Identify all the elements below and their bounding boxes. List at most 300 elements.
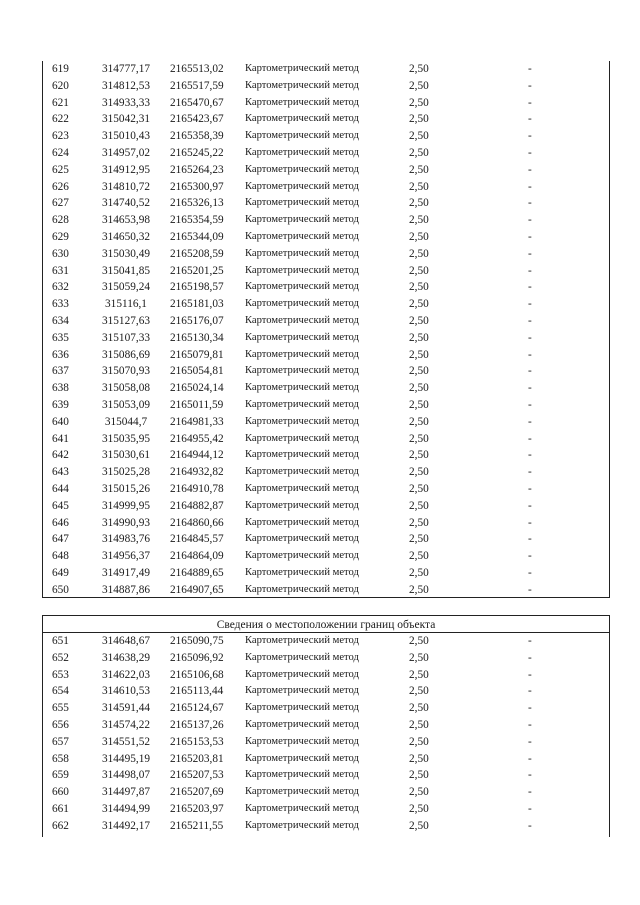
table-row bbox=[43, 195, 609, 212]
x-coordinate: 315030,49 bbox=[101, 247, 150, 260]
point-number: 655 bbox=[52, 702, 69, 715]
point-number: 653 bbox=[52, 668, 69, 681]
x-coordinate: 315053,09 bbox=[101, 398, 150, 411]
precision-value: 2,50 bbox=[409, 499, 429, 512]
table-row bbox=[43, 397, 609, 414]
table-row bbox=[43, 145, 609, 162]
y-coordinate: 2164910,78 bbox=[170, 482, 224, 495]
x-coordinate: 315107,33 bbox=[101, 331, 150, 344]
y-coordinate: 2165207,69 bbox=[170, 786, 224, 799]
x-coordinate: 314990,93 bbox=[101, 516, 150, 529]
precision-value: 2,50 bbox=[409, 466, 429, 479]
method-label: Картометрический метод bbox=[245, 786, 359, 798]
x-coordinate: 314917,49 bbox=[101, 566, 150, 579]
x-coordinate: 314933,33 bbox=[101, 96, 150, 109]
table-row bbox=[43, 565, 609, 582]
point-number: 632 bbox=[52, 281, 69, 294]
note-value: - bbox=[528, 769, 532, 782]
y-coordinate: 2165011,59 bbox=[170, 398, 224, 411]
method-label: Картометрический метод bbox=[245, 264, 359, 276]
x-coordinate: 314983,76 bbox=[101, 533, 150, 546]
table-row bbox=[43, 78, 609, 95]
x-coordinate: 315041,85 bbox=[101, 264, 150, 277]
precision-value: 2,50 bbox=[409, 819, 429, 832]
point-number: 661 bbox=[52, 802, 69, 815]
point-number: 620 bbox=[52, 79, 69, 92]
x-coordinate: 314574,22 bbox=[101, 718, 150, 731]
method-label: Картометрический метод bbox=[245, 247, 359, 259]
point-number: 634 bbox=[52, 314, 69, 327]
note-value: - bbox=[528, 197, 532, 210]
table-row bbox=[43, 363, 609, 380]
x-coordinate: 314777,17 bbox=[101, 63, 150, 75]
table-row bbox=[43, 582, 609, 599]
table-row bbox=[43, 751, 609, 768]
y-coordinate: 2164889,65 bbox=[170, 566, 224, 579]
y-coordinate: 2164932,82 bbox=[170, 466, 224, 479]
x-coordinate: 314653,98 bbox=[101, 214, 150, 227]
point-number: 645 bbox=[52, 499, 69, 512]
table-body bbox=[43, 61, 609, 599]
precision-value: 2,50 bbox=[409, 651, 429, 664]
table-row bbox=[43, 700, 609, 717]
x-coordinate: 314957,02 bbox=[101, 146, 150, 159]
x-coordinate: 315086,69 bbox=[101, 348, 150, 361]
method-label: Картометрический метод bbox=[245, 668, 359, 680]
point-number: 659 bbox=[52, 769, 69, 782]
point-number: 656 bbox=[52, 718, 69, 731]
method-label: Картометрический метод bbox=[245, 735, 359, 747]
method-label: Картометрический метод bbox=[245, 214, 359, 226]
precision-value: 2,50 bbox=[409, 331, 429, 344]
precision-value: 2,50 bbox=[409, 415, 429, 428]
note-value: - bbox=[528, 668, 532, 681]
point-number: 651 bbox=[52, 635, 69, 647]
method-label: Картометрический метод bbox=[245, 685, 359, 697]
table-row bbox=[43, 548, 609, 565]
precision-value: 2,50 bbox=[409, 298, 429, 311]
x-coordinate: 314956,37 bbox=[101, 550, 150, 563]
method-label: Картометрический метод bbox=[245, 281, 359, 293]
note-value: - bbox=[528, 214, 532, 227]
note-value: - bbox=[528, 348, 532, 361]
y-coordinate: 2165153,53 bbox=[170, 735, 224, 748]
precision-value: 2,50 bbox=[409, 702, 429, 715]
precision-value: 2,50 bbox=[409, 180, 429, 193]
table-row bbox=[43, 447, 609, 464]
x-coordinate: 315010,43 bbox=[101, 130, 150, 143]
precision-value: 2,50 bbox=[409, 214, 429, 227]
y-coordinate: 2164845,57 bbox=[170, 533, 224, 546]
table-row bbox=[43, 212, 609, 229]
table-row bbox=[43, 531, 609, 548]
note-value: - bbox=[528, 79, 532, 92]
method-label: Картометрический метод bbox=[245, 398, 359, 410]
note-value: - bbox=[528, 230, 532, 243]
x-coordinate: 315015,26 bbox=[101, 482, 150, 495]
x-coordinate: 315070,93 bbox=[101, 365, 150, 378]
note-value: - bbox=[528, 365, 532, 378]
precision-value: 2,50 bbox=[409, 635, 429, 647]
table-row bbox=[43, 667, 609, 684]
method-label: Картометрический метод bbox=[245, 163, 359, 175]
point-number: 619 bbox=[52, 63, 69, 75]
precision-value: 2,50 bbox=[409, 566, 429, 579]
y-coordinate: 2165201,25 bbox=[170, 264, 224, 277]
x-coordinate: 314497,87 bbox=[101, 786, 150, 799]
table-row bbox=[43, 380, 609, 397]
table-row bbox=[43, 347, 609, 364]
method-label: Картометрический метод bbox=[245, 718, 359, 730]
point-number: 624 bbox=[52, 146, 69, 159]
x-coordinate: 314812,53 bbox=[101, 79, 150, 92]
point-number: 635 bbox=[52, 331, 69, 344]
table-row bbox=[43, 481, 609, 498]
point-number: 657 bbox=[52, 735, 69, 748]
x-coordinate: 315025,28 bbox=[101, 466, 150, 479]
note-value: - bbox=[528, 63, 532, 75]
method-label: Картометрический метод bbox=[245, 752, 359, 764]
precision-value: 2,50 bbox=[409, 79, 429, 92]
y-coordinate: 2165517,59 bbox=[170, 79, 224, 92]
table-body bbox=[43, 633, 609, 835]
note-value: - bbox=[528, 247, 532, 260]
precision-value: 2,50 bbox=[409, 668, 429, 681]
y-coordinate: 2164864,09 bbox=[170, 550, 224, 563]
x-coordinate: 314494,99 bbox=[101, 802, 150, 815]
x-coordinate: 315116,1 bbox=[105, 298, 147, 311]
y-coordinate: 2165079,81 bbox=[170, 348, 224, 361]
table-row bbox=[43, 95, 609, 112]
note-value: - bbox=[528, 635, 532, 647]
point-number: 629 bbox=[52, 230, 69, 243]
x-coordinate: 314498,07 bbox=[101, 769, 150, 782]
method-label: Картометрический метод bbox=[245, 331, 359, 343]
point-number: 644 bbox=[52, 482, 69, 495]
y-coordinate: 2165090,75 bbox=[170, 635, 224, 647]
precision-value: 2,50 bbox=[409, 247, 429, 260]
note-value: - bbox=[528, 583, 532, 596]
table-row bbox=[43, 111, 609, 128]
method-label: Картометрический метод bbox=[245, 550, 359, 562]
table-row bbox=[43, 464, 609, 481]
point-number: 646 bbox=[52, 516, 69, 529]
note-value: - bbox=[528, 752, 532, 765]
precision-value: 2,50 bbox=[409, 685, 429, 698]
table-row bbox=[43, 734, 609, 751]
point-number: 658 bbox=[52, 752, 69, 765]
table-row bbox=[43, 229, 609, 246]
note-value: - bbox=[528, 550, 532, 563]
y-coordinate: 2165207,53 bbox=[170, 769, 224, 782]
x-coordinate: 314591,44 bbox=[101, 702, 150, 715]
note-value: - bbox=[528, 802, 532, 815]
point-number: 637 bbox=[52, 365, 69, 378]
y-coordinate: 2165137,26 bbox=[170, 718, 224, 731]
precision-value: 2,50 bbox=[409, 398, 429, 411]
method-label: Картометрический метод bbox=[245, 819, 359, 831]
x-coordinate: 314648,67 bbox=[101, 635, 150, 647]
precision-value: 2,50 bbox=[409, 735, 429, 748]
point-number: 623 bbox=[52, 130, 69, 143]
precision-value: 2,50 bbox=[409, 63, 429, 75]
precision-value: 2,50 bbox=[409, 230, 429, 243]
precision-value: 2,50 bbox=[409, 348, 429, 361]
x-coordinate: 315059,24 bbox=[101, 281, 150, 294]
table-row bbox=[43, 128, 609, 145]
x-coordinate: 314740,52 bbox=[101, 197, 150, 210]
note-value: - bbox=[528, 533, 532, 546]
precision-value: 2,50 bbox=[409, 382, 429, 395]
method-label: Картометрический метод bbox=[245, 348, 359, 360]
precision-value: 2,50 bbox=[409, 516, 429, 529]
method-label: Картометрический метод bbox=[245, 516, 359, 528]
note-value: - bbox=[528, 499, 532, 512]
precision-value: 2,50 bbox=[409, 583, 429, 596]
point-number: 627 bbox=[52, 197, 69, 210]
note-value: - bbox=[528, 314, 532, 327]
x-coordinate: 314610,53 bbox=[101, 685, 150, 698]
note-value: - bbox=[528, 466, 532, 479]
note-value: - bbox=[528, 281, 532, 294]
table-row bbox=[43, 313, 609, 330]
y-coordinate: 2164981,33 bbox=[170, 415, 224, 428]
point-number: 622 bbox=[52, 113, 69, 126]
y-coordinate: 2165198,57 bbox=[170, 281, 224, 294]
note-value: - bbox=[528, 415, 532, 428]
method-label: Картометрический метод bbox=[245, 583, 359, 595]
table-row bbox=[43, 179, 609, 196]
y-coordinate: 2165208,59 bbox=[170, 247, 224, 260]
table-row bbox=[43, 61, 609, 78]
method-label: Картометрический метод bbox=[245, 415, 359, 427]
x-coordinate: 314551,52 bbox=[101, 735, 150, 748]
point-number: 642 bbox=[52, 449, 69, 462]
note-value: - bbox=[528, 264, 532, 277]
point-number: 628 bbox=[52, 214, 69, 227]
precision-value: 2,50 bbox=[409, 113, 429, 126]
point-number: 654 bbox=[52, 685, 69, 698]
note-value: - bbox=[528, 449, 532, 462]
y-coordinate: 2165181,03 bbox=[170, 298, 224, 311]
note-value: - bbox=[528, 735, 532, 748]
note-value: - bbox=[528, 432, 532, 445]
table-row bbox=[43, 498, 609, 515]
coordinates-table-bottom bbox=[42, 615, 610, 837]
x-coordinate: 314810,72 bbox=[101, 180, 150, 193]
method-label: Картометрический метод bbox=[245, 449, 359, 461]
method-label: Картометрический метод bbox=[245, 96, 359, 108]
x-coordinate: 315058,08 bbox=[101, 382, 150, 395]
note-value: - bbox=[528, 786, 532, 799]
point-number: 633 bbox=[52, 298, 69, 311]
table-row bbox=[43, 683, 609, 700]
precision-value: 2,50 bbox=[409, 281, 429, 294]
y-coordinate: 2165113,44 bbox=[170, 685, 224, 698]
y-coordinate: 2165203,81 bbox=[170, 752, 224, 765]
precision-value: 2,50 bbox=[409, 264, 429, 277]
y-coordinate: 2165211,55 bbox=[170, 819, 224, 832]
note-value: - bbox=[528, 113, 532, 126]
point-number: 631 bbox=[52, 264, 69, 277]
precision-value: 2,50 bbox=[409, 550, 429, 563]
method-label: Картометрический метод bbox=[245, 702, 359, 714]
precision-value: 2,50 bbox=[409, 96, 429, 109]
note-value: - bbox=[528, 819, 532, 832]
note-value: - bbox=[528, 130, 532, 143]
y-coordinate: 2164907,65 bbox=[170, 583, 224, 596]
table-row bbox=[43, 767, 609, 784]
point-number: 643 bbox=[52, 466, 69, 479]
note-value: - bbox=[528, 180, 532, 193]
note-value: - bbox=[528, 382, 532, 395]
x-coordinate: 314999,95 bbox=[101, 499, 150, 512]
method-label: Картометрический метод bbox=[245, 365, 359, 377]
table-row bbox=[43, 717, 609, 734]
precision-value: 2,50 bbox=[409, 130, 429, 143]
precision-value: 2,50 bbox=[409, 146, 429, 159]
precision-value: 2,50 bbox=[409, 802, 429, 815]
y-coordinate: 2165423,67 bbox=[170, 113, 224, 126]
point-number: 636 bbox=[52, 348, 69, 361]
x-coordinate: 314492,17 bbox=[101, 819, 150, 832]
precision-value: 2,50 bbox=[409, 786, 429, 799]
method-label: Картометрический метод bbox=[245, 651, 359, 663]
point-number: 626 bbox=[52, 180, 69, 193]
note-value: - bbox=[528, 163, 532, 176]
precision-value: 2,50 bbox=[409, 197, 429, 210]
method-label: Картометрический метод bbox=[245, 314, 359, 326]
note-value: - bbox=[528, 331, 532, 344]
y-coordinate: 2165513,02 bbox=[170, 63, 224, 75]
method-label: Картометрический метод bbox=[245, 298, 359, 310]
note-value: - bbox=[528, 96, 532, 109]
table-row bbox=[43, 279, 609, 296]
point-number: 650 bbox=[52, 583, 69, 596]
method-label: Картометрический метод bbox=[245, 197, 359, 209]
y-coordinate: 2164955,42 bbox=[170, 432, 224, 445]
note-value: - bbox=[528, 685, 532, 698]
method-label: Картометрический метод bbox=[245, 230, 359, 242]
y-coordinate: 2165124,67 bbox=[170, 702, 224, 715]
precision-value: 2,50 bbox=[409, 449, 429, 462]
point-number: 639 bbox=[52, 398, 69, 411]
note-value: - bbox=[528, 398, 532, 411]
point-number: 662 bbox=[52, 819, 69, 832]
method-label: Картометрический метод bbox=[245, 130, 359, 142]
y-coordinate: 2165106,68 bbox=[170, 668, 224, 681]
precision-value: 2,50 bbox=[409, 533, 429, 546]
note-value: - bbox=[528, 718, 532, 731]
note-value: - bbox=[528, 651, 532, 664]
method-label: Картометрический метод bbox=[245, 146, 359, 158]
method-label: Картометрический метод bbox=[245, 802, 359, 814]
point-number: 638 bbox=[52, 382, 69, 395]
point-number: 641 bbox=[52, 432, 69, 445]
x-coordinate: 314912,95 bbox=[101, 163, 150, 176]
table-row bbox=[43, 414, 609, 431]
note-value: - bbox=[528, 298, 532, 311]
precision-value: 2,50 bbox=[409, 718, 429, 731]
note-value: - bbox=[528, 702, 532, 715]
y-coordinate: 2164944,12 bbox=[170, 449, 224, 462]
point-number: 652 bbox=[52, 651, 69, 664]
table-row bbox=[43, 818, 609, 835]
precision-value: 2,50 bbox=[409, 769, 429, 782]
point-number: 660 bbox=[52, 786, 69, 799]
y-coordinate: 2165264,23 bbox=[170, 163, 224, 176]
method-label: Картометрический метод bbox=[245, 79, 359, 91]
table-row bbox=[43, 633, 609, 650]
y-coordinate: 2164860,66 bbox=[170, 516, 224, 529]
y-coordinate: 2165245,22 bbox=[170, 146, 224, 159]
point-number: 621 bbox=[52, 96, 69, 109]
table-row bbox=[43, 784, 609, 801]
table-row bbox=[43, 162, 609, 179]
x-coordinate: 314887,86 bbox=[101, 583, 150, 596]
y-coordinate: 2165176,07 bbox=[170, 314, 224, 327]
coordinates-table-top bbox=[42, 61, 610, 598]
y-coordinate: 2165024,14 bbox=[170, 382, 224, 395]
x-coordinate: 315127,63 bbox=[101, 314, 150, 327]
method-label: Картометрический метод bbox=[245, 482, 359, 494]
method-label: Картометрический метод bbox=[245, 635, 359, 646]
point-number: 640 bbox=[52, 415, 69, 428]
method-label: Картометрический метод bbox=[245, 382, 359, 394]
x-coordinate: 315035,95 bbox=[101, 432, 150, 445]
y-coordinate: 2165054,81 bbox=[170, 365, 224, 378]
point-number: 630 bbox=[52, 247, 69, 260]
method-label: Картометрический метод bbox=[245, 180, 359, 192]
y-coordinate: 2165300,97 bbox=[170, 180, 224, 193]
table-row bbox=[43, 515, 609, 532]
point-number: 649 bbox=[52, 566, 69, 579]
method-label: Картометрический метод bbox=[245, 113, 359, 125]
note-value: - bbox=[528, 146, 532, 159]
point-number: 647 bbox=[52, 533, 69, 546]
note-value: - bbox=[528, 516, 532, 529]
table-row bbox=[43, 330, 609, 347]
y-coordinate: 2165326,13 bbox=[170, 197, 224, 210]
x-coordinate: 314650,32 bbox=[101, 230, 150, 243]
precision-value: 2,50 bbox=[409, 365, 429, 378]
table-row bbox=[43, 650, 609, 667]
precision-value: 2,50 bbox=[409, 314, 429, 327]
table-row bbox=[43, 246, 609, 263]
y-coordinate: 2164882,87 bbox=[170, 499, 224, 512]
section-title: Сведения о местоположении границ объекта bbox=[43, 616, 609, 633]
point-number: 648 bbox=[52, 550, 69, 563]
table-row bbox=[43, 296, 609, 313]
table-row bbox=[43, 431, 609, 448]
method-label: Картометрический метод bbox=[245, 432, 359, 444]
method-label: Картометрический метод bbox=[245, 499, 359, 511]
y-coordinate: 2165203,97 bbox=[170, 802, 224, 815]
note-value: - bbox=[528, 482, 532, 495]
y-coordinate: 2165470,67 bbox=[170, 96, 224, 109]
precision-value: 2,50 bbox=[409, 163, 429, 176]
table-row bbox=[43, 263, 609, 280]
precision-value: 2,50 bbox=[409, 752, 429, 765]
y-coordinate: 2165354,59 bbox=[170, 214, 224, 227]
precision-value: 2,50 bbox=[409, 482, 429, 495]
x-coordinate: 314638,29 bbox=[101, 651, 150, 664]
precision-value: 2,50 bbox=[409, 432, 429, 445]
note-value: - bbox=[528, 566, 532, 579]
table-row bbox=[43, 801, 609, 818]
x-coordinate: 314495,19 bbox=[101, 752, 150, 765]
method-label: Картометрический метод bbox=[245, 466, 359, 478]
